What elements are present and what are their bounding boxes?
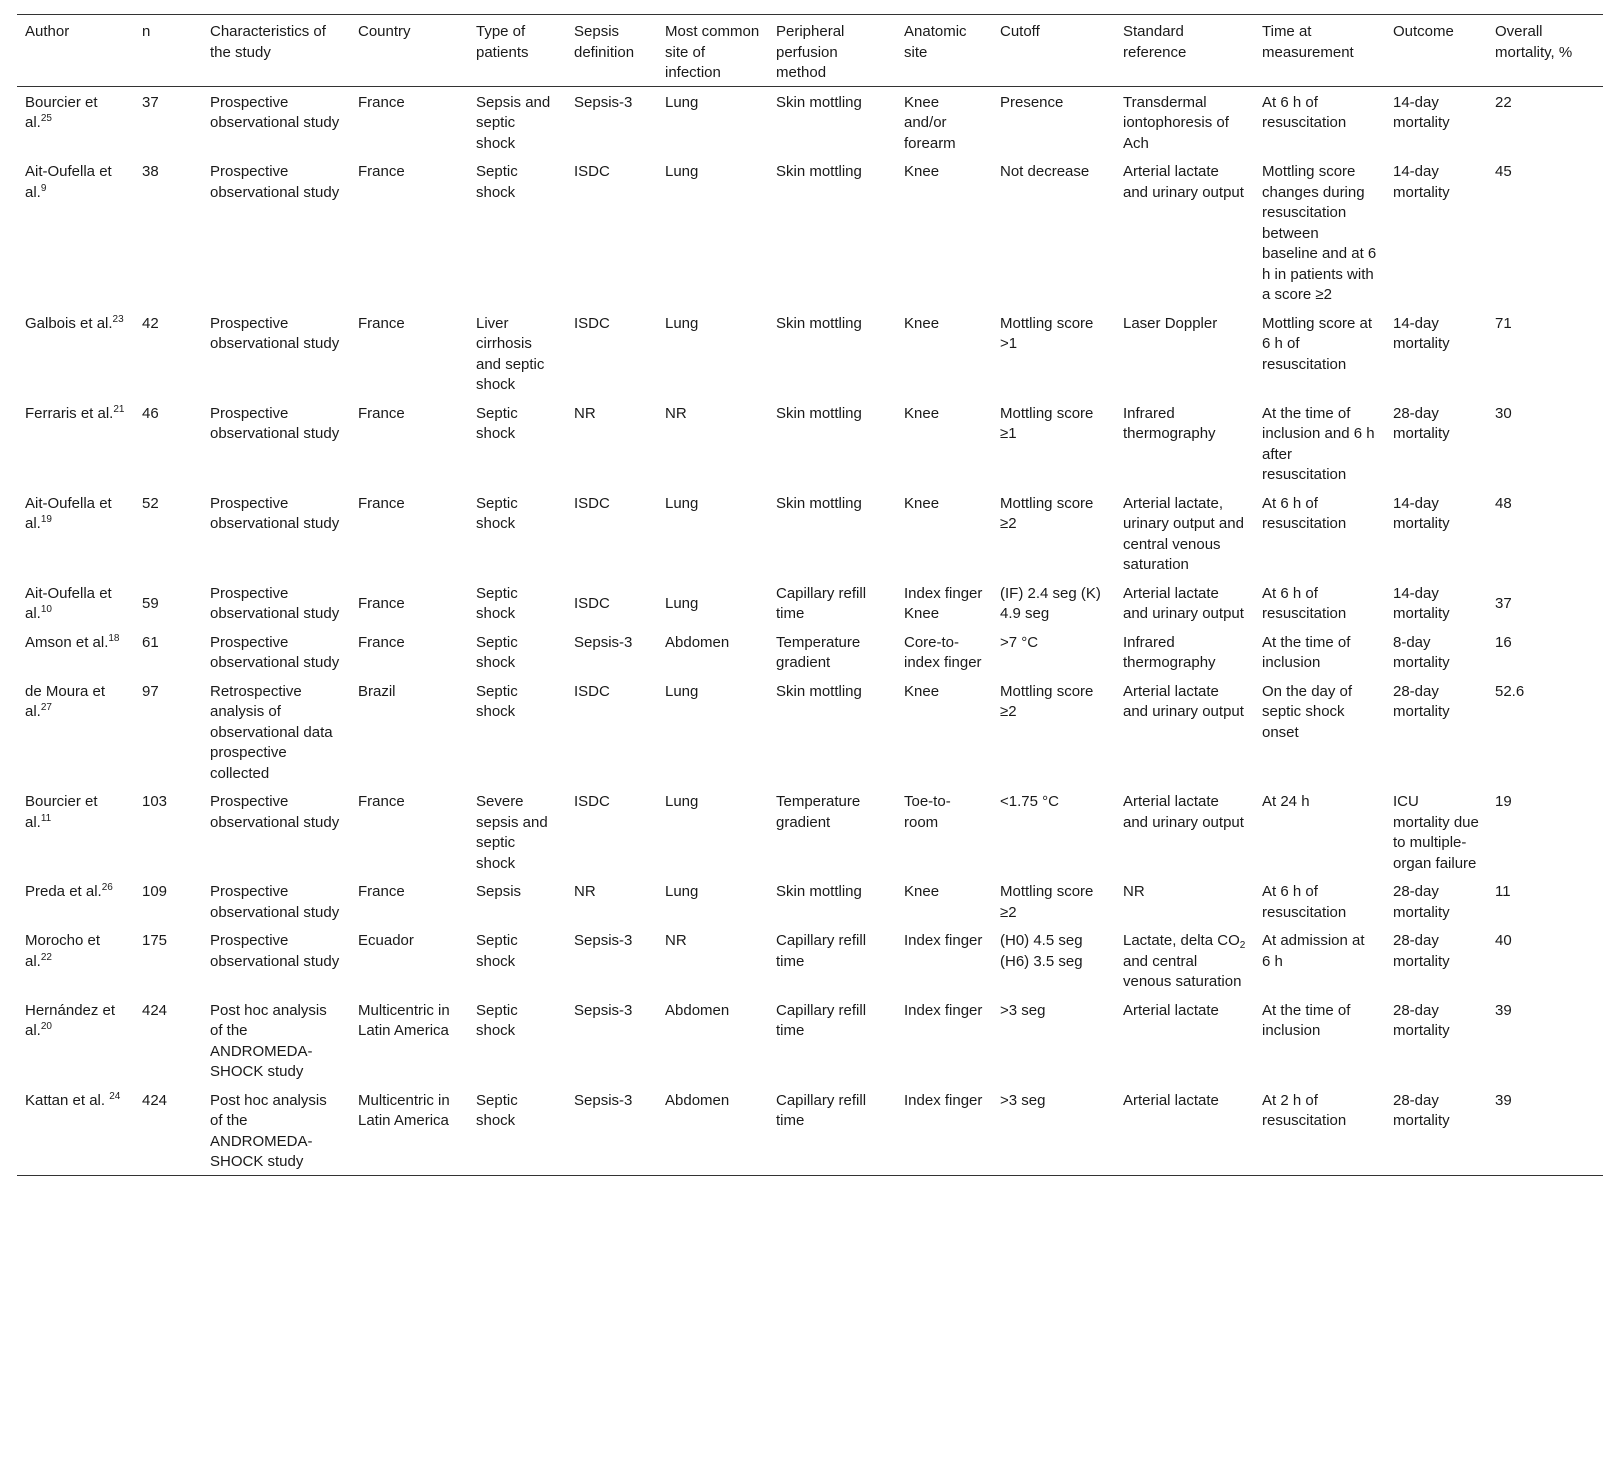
cell-n: 42 [142, 314, 159, 332]
cell-mortality: 48 [1495, 494, 1512, 512]
author-name: Morocho et al. [25, 932, 101, 970]
cell-mortality: 40 [1495, 932, 1512, 949]
cell-characteristics: Prospective observational study [210, 163, 340, 201]
cell-cutoff: <1.75 °C [1000, 793, 1059, 810]
author-name: Bourcier et al. [25, 793, 98, 831]
cell-definition: NR [574, 883, 596, 900]
cell-site-infection: Lung [665, 682, 699, 700]
cell-anatomic: Knee [904, 883, 940, 900]
cell-cutoff: Mottling score ≥2 [1000, 494, 1094, 532]
cell-country: Ecuador [358, 932, 414, 949]
author-reference: 9 [40, 182, 47, 194]
cell-patients: Septic shock [476, 932, 518, 970]
cell-characteristics: Prospective observational study [210, 633, 340, 671]
author-name: Bourcier et al. [25, 93, 98, 131]
reference-text-rest: and central venous saturation [1123, 952, 1242, 990]
cell-site-infection: Abdomen [665, 633, 730, 651]
cell-definition: Sepsis-3 [574, 1001, 633, 1019]
cell-site-infection: Lung [665, 494, 699, 512]
cell-outcome: 14-day mortality [1393, 163, 1450, 201]
cell-outcome: 8-day mortality [1393, 633, 1450, 671]
cell-definition: ISDC [574, 314, 610, 332]
cell-reference: Arterial lactate and urinary output [1123, 584, 1244, 622]
header-cutoff: Cutoff [1000, 23, 1040, 40]
cell-mortality: 39 [1495, 1091, 1512, 1109]
cell-author [17, 86, 134, 156]
cell-time: At admission at 6 h [1262, 932, 1365, 970]
cell-anatomic: Knee [904, 682, 940, 700]
cell-definition: Sepsis-3 [574, 1091, 633, 1109]
cell-reference: Arterial lactate and urinary output [1123, 682, 1244, 720]
author-name: Amson et al. [25, 633, 109, 651]
cell-reference: NR [1123, 883, 1145, 900]
cell-reference: Transdermal iontophoresis of Ach [1123, 93, 1229, 152]
cell-characteristics: Prospective observational study [210, 883, 340, 921]
cell-author [17, 925, 134, 995]
cell-cutoff: >3 seg [1000, 1001, 1046, 1019]
cell-outcome: 14-day mortality [1393, 93, 1450, 131]
cell-site-infection: Lung [665, 883, 699, 900]
author-reference: 22 [40, 951, 52, 963]
cell-definition: ISDC [574, 793, 610, 810]
cell-definition: ISDC [574, 494, 610, 512]
cell-time: At 24 h [1262, 793, 1310, 810]
cell-anatomic: Knee [904, 163, 940, 180]
cell-outcome: 28-day mortality [1393, 1001, 1450, 1039]
header-patients: Type of patients [476, 23, 529, 61]
table-row [17, 995, 1603, 1085]
header-country: Country [358, 23, 411, 40]
cell-patients: Septic shock [476, 633, 518, 671]
cell-patients: Severe sepsis and septic shock [476, 793, 548, 872]
cell-method: Skin mottling [776, 314, 862, 332]
cell-time: At the time of inclusion and 6 h after resuscitation [1262, 404, 1375, 483]
cell-author [17, 308, 134, 398]
cell-site-infection: Abdomen [665, 1001, 730, 1019]
author-reference: 27 [40, 702, 52, 713]
cell-country: France [358, 93, 405, 111]
author-reference: 21 [113, 403, 125, 415]
author-name: Ait-Oufella et al. [25, 163, 112, 201]
cell-mortality: 11 [1495, 883, 1511, 900]
cell-n: 103 [142, 793, 168, 810]
header-outcome: Outcome [1393, 23, 1454, 40]
cell-method: Skin mottling [776, 494, 862, 512]
author-name: de Moura et al. [25, 682, 106, 720]
cell-definition: ISDC [574, 682, 610, 700]
cell-reference: Infrared thermography [1123, 633, 1216, 671]
cell-method: Capillary refill time [776, 1001, 867, 1039]
cell-outcome: 28-day mortality [1393, 404, 1450, 442]
cell-method: Skin mottling [776, 163, 862, 180]
cell-anatomic: Core-to-index finger [904, 633, 982, 671]
author-name: Ferraris et al. [25, 404, 114, 422]
cell-site-infection: Lung [665, 793, 699, 810]
cell-time: At 6 h of resuscitation [1262, 93, 1347, 131]
cell-method: Capillary refill time [776, 584, 867, 622]
studies-table [17, 14, 1603, 1176]
cell-mortality: 30 [1495, 404, 1512, 422]
cell-author [17, 156, 134, 308]
cell-method: Skin mottling [776, 883, 862, 900]
header-definition: Sepsis definition [574, 23, 635, 61]
cell-n: 38 [142, 163, 159, 180]
cell-patients: Liver cirrhosis and septic shock [476, 314, 545, 393]
author-name: Ait-Oufella et al. [25, 494, 112, 532]
cell-definition: Sepsis-3 [574, 932, 633, 949]
cell-patients: Septic shock [476, 494, 518, 532]
cell-time: At the time of inclusion [1262, 633, 1351, 671]
cell-country: France [358, 314, 405, 332]
cell-outcome: 28-day mortality [1393, 1091, 1450, 1129]
cell-outcome: 28-day mortality [1393, 883, 1450, 921]
cell-time: At 6 h of resuscitation [1262, 883, 1347, 921]
table-row [17, 1085, 1603, 1176]
author-name: Kattan et al. [25, 1091, 106, 1109]
cell-reference: Arterial lactate [1123, 1091, 1219, 1109]
cell-patients: Septic shock [476, 163, 518, 201]
table-row [17, 156, 1603, 308]
table-row [17, 676, 1603, 787]
cell-characteristics: Prospective observational study [210, 404, 340, 442]
header-row [17, 15, 1603, 87]
cell-outcome: ICU mortality due to multiple-organ failure [1393, 793, 1479, 872]
cell-characteristics: Prospective observational study [210, 314, 340, 352]
cell-characteristics: Prospective observational study [210, 932, 340, 970]
cell-definition: NR [574, 404, 596, 422]
cell-country: France [358, 163, 405, 180]
table-row [17, 925, 1603, 995]
cell-characteristics: Post hoc analysis of the ANDROMEDA-SHOCK study [210, 1091, 327, 1170]
header-mortality: Overall mortality, % [1495, 23, 1573, 61]
cell-definition: Sepsis-3 [574, 93, 633, 111]
cell-patients: Septic shock [476, 682, 518, 720]
author-reference: 19 [40, 514, 52, 525]
cell-outcome: 14-day mortality [1393, 494, 1450, 532]
cell-mortality: 22 [1495, 93, 1512, 111]
cell-patients: Septic shock [476, 584, 518, 622]
table-row [17, 578, 1603, 627]
cell-patients: Sepsis [476, 883, 522, 900]
cell-characteristics: Prospective observational study [210, 494, 340, 532]
table-row [17, 627, 1603, 676]
cell-mortality: 39 [1495, 1001, 1512, 1019]
cell-patients: Septic shock [476, 1091, 518, 1129]
cell-site-infection: Lung [665, 314, 699, 332]
cell-definition: ISDC [574, 594, 610, 612]
author-reference: 11 [40, 812, 52, 824]
cell-outcome: 28-day mortality [1393, 932, 1450, 970]
cell-author [17, 488, 134, 578]
table-row [17, 398, 1603, 488]
cell-site-infection: Lung [665, 93, 699, 111]
header-characteristics: Characteristics of the study [210, 23, 326, 61]
cell-cutoff: Not decrease [1000, 163, 1090, 180]
cell-mortality: 71 [1495, 314, 1512, 332]
cell-author [17, 995, 134, 1085]
author-name: Hernández et al. [25, 1001, 116, 1039]
cell-n: 424 [142, 1001, 168, 1019]
cell-cutoff: (IF) 2.4 seg (K) 4.9 seg [1000, 584, 1101, 622]
cell-country: France [358, 494, 405, 512]
author-reference: 26 [101, 882, 113, 893]
cell-anatomic: Toe-to-room [904, 793, 951, 831]
cell-characteristics: Prospective observational study [210, 93, 340, 131]
cell-anatomic: Index finger [904, 1001, 983, 1019]
cell-anatomic: Knee [904, 494, 940, 512]
cell-reference [1115, 925, 1254, 995]
cell-site-infection: NR [665, 404, 687, 422]
cell-author [17, 676, 134, 787]
cell-time: At 2 h of resuscitation [1262, 1091, 1347, 1129]
cell-anatomic: Knee [904, 404, 940, 422]
cell-cutoff: (H0) 4.5 seg (H6) 3.5 seg [1000, 932, 1083, 970]
cell-reference: Laser Doppler [1123, 314, 1218, 332]
cell-time: Mottling score at 6 h of resuscitation [1262, 314, 1373, 373]
cell-site-infection: Abdomen [665, 1091, 730, 1109]
cell-time: Mottling score changes during resuscitation between baseline and at 6 h in patients with a score ≥2 [1262, 163, 1377, 303]
cell-country: France [358, 633, 405, 651]
header-time: Time at measurement [1262, 23, 1354, 61]
author-reference: 20 [40, 1021, 52, 1032]
cell-site-infection: Lung [665, 594, 699, 612]
table-row [17, 308, 1603, 398]
cell-mortality: 45 [1495, 163, 1512, 180]
cell-characteristics: Retrospective analysis of observational data prospective collected [210, 682, 333, 782]
cell-country: France [358, 793, 405, 810]
cell-patients: Septic shock [476, 404, 518, 442]
header-site-infection: Most common site of infection [665, 23, 760, 81]
cell-reference: Arterial lactate [1123, 1001, 1219, 1019]
cell-method: Skin mottling [776, 404, 862, 422]
cell-author [17, 627, 134, 676]
reference-text: Lactate, delta CO [1123, 932, 1240, 949]
author-reference: 24 [109, 1090, 121, 1102]
header-reference: Standard reference [1123, 23, 1187, 61]
cell-outcome: 28-day mortality [1393, 682, 1450, 720]
cell-country: Multicentric in Latin America [358, 1001, 450, 1039]
cell-n: 109 [142, 883, 168, 900]
cell-author [17, 578, 134, 627]
cell-time: At the time of inclusion [1262, 1001, 1351, 1039]
cell-n: 175 [142, 932, 168, 949]
table-row [17, 488, 1603, 578]
cell-country: France [358, 404, 405, 422]
cell-outcome: 14-day mortality [1393, 314, 1450, 352]
cell-cutoff: >3 seg [1000, 1091, 1046, 1109]
cell-n: 97 [142, 682, 159, 700]
cell-anatomic: Index finger [904, 932, 983, 949]
cell-n: 37 [142, 93, 159, 111]
cell-site-infection: NR [665, 932, 687, 949]
author-name: Preda et al. [25, 883, 102, 900]
cell-anatomic: Knee and/or forearm [904, 93, 956, 152]
cell-method: Temperature gradient [776, 633, 861, 671]
cell-n: 424 [142, 1091, 168, 1109]
cell-mortality: 37 [1495, 594, 1512, 612]
author-reference: 25 [40, 113, 52, 124]
cell-anatomic: Index finger [904, 1091, 983, 1109]
author-reference: 18 [108, 632, 120, 644]
cell-n: 59 [142, 594, 159, 612]
cell-method: Skin mottling [776, 93, 862, 111]
table-row [17, 86, 1603, 156]
cell-reference: Arterial lactate, urinary output and central venous saturation [1123, 494, 1244, 573]
cell-author [17, 398, 134, 488]
cell-cutoff: Presence [1000, 93, 1064, 111]
cell-characteristics: Prospective observational study [210, 584, 340, 622]
cell-anatomic: Knee [904, 314, 940, 332]
cell-author [17, 876, 134, 925]
cell-cutoff: Mottling score >1 [1000, 314, 1094, 352]
cell-country: Multicentric in Latin America [358, 1091, 450, 1129]
cell-definition: ISDC [574, 163, 610, 180]
cell-method: Skin mottling [776, 682, 862, 700]
table-row [17, 786, 1603, 876]
cell-n: 61 [142, 633, 159, 651]
header-author: Author [25, 23, 70, 40]
cell-reference: Arterial lactate and urinary output [1123, 163, 1244, 201]
author-reference: 10 [40, 604, 52, 615]
cell-mortality: 52.6 [1495, 682, 1525, 700]
cell-author [17, 786, 134, 876]
header-n: n [142, 23, 151, 40]
cell-reference: Infrared thermography [1123, 404, 1216, 442]
cell-time: On the day of septic shock onset [1262, 682, 1353, 741]
reference-subscript: 2 [1239, 940, 1246, 951]
author-reference: 23 [112, 313, 124, 325]
cell-country: France [358, 594, 405, 612]
cell-definition: Sepsis-3 [574, 633, 633, 651]
cell-outcome: 14-day mortality [1393, 584, 1450, 622]
table-row [17, 876, 1603, 925]
cell-patients: Sepsis and septic shock [476, 93, 551, 152]
cell-time: At 6 h of resuscitation [1262, 584, 1347, 622]
cell-reference: Arterial lactate and urinary output [1123, 793, 1244, 831]
cell-method: Capillary refill time [776, 1091, 867, 1129]
cell-cutoff: Mottling score ≥1 [1000, 404, 1094, 442]
cell-characteristics: Prospective observational study [210, 793, 340, 831]
cell-mortality: 19 [1495, 793, 1512, 810]
cell-country: France [358, 883, 405, 900]
cell-country: Brazil [358, 682, 396, 700]
author-name: Ait-Oufella et al. [25, 584, 112, 622]
cell-cutoff: >7 °C [1000, 633, 1039, 651]
cell-n: 52 [142, 494, 159, 512]
cell-site-infection: Lung [665, 163, 699, 180]
cell-method: Capillary refill time [776, 932, 867, 970]
cell-cutoff: Mottling score ≥2 [1000, 682, 1094, 720]
cell-patients: Septic shock [476, 1001, 518, 1039]
header-method: Peripheral perfusion method [776, 23, 845, 81]
cell-characteristics: Post hoc analysis of the ANDROMEDA-SHOCK study [210, 1001, 327, 1080]
cell-method: Temperature gradient [776, 793, 861, 831]
cell-anatomic: Index finger Knee [904, 584, 983, 622]
cell-mortality: 16 [1495, 633, 1512, 651]
header-anatomic: Anatomic site [904, 23, 967, 61]
cell-cutoff: Mottling score ≥2 [1000, 883, 1094, 921]
cell-time: At 6 h of resuscitation [1262, 494, 1347, 532]
author-name: Galbois et al. [25, 314, 113, 332]
cell-author [17, 1085, 134, 1176]
table-body [17, 86, 1603, 1175]
cell-n: 46 [142, 404, 159, 422]
